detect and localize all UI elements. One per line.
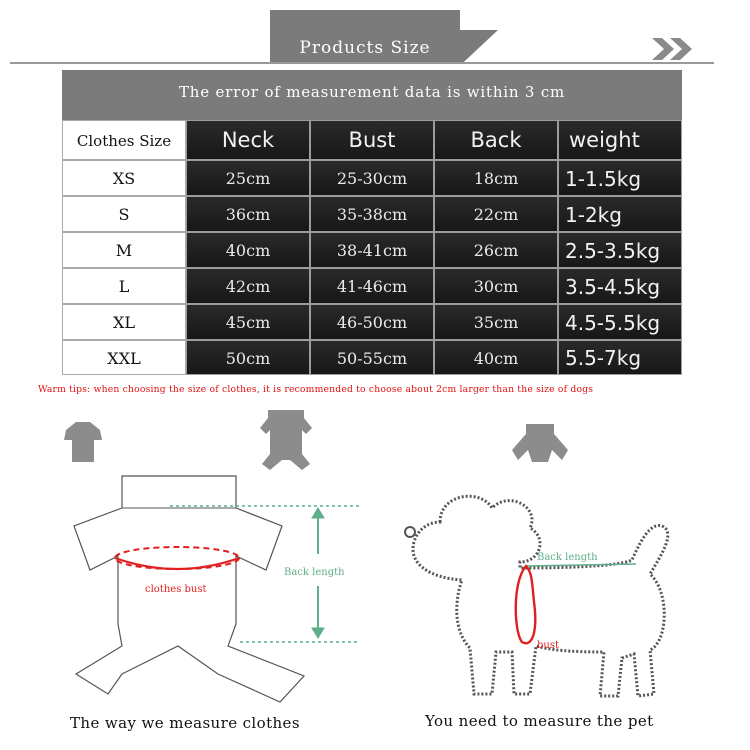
neck-cell: 25cm bbox=[186, 160, 310, 196]
dog-bust-label: bust bbox=[537, 640, 559, 651]
weight-cell: 3.5-4.5kg bbox=[558, 268, 682, 304]
weight-column-header: weight bbox=[558, 120, 682, 160]
weight-cell: 1-2kg bbox=[558, 196, 682, 232]
header-divider bbox=[10, 62, 714, 64]
clothes-bust-label: clothes bust bbox=[145, 584, 207, 595]
size-table bbox=[62, 120, 682, 375]
size-cell: L bbox=[62, 268, 186, 304]
dog-caption: You need to measure the pet bbox=[425, 712, 654, 730]
neck-cell: 40cm bbox=[186, 232, 310, 268]
back-cell: 40cm bbox=[434, 340, 558, 375]
bust-cell: 41-46cm bbox=[310, 268, 434, 304]
weight-cell: 1-1.5kg bbox=[558, 160, 682, 196]
size-cell: XS bbox=[62, 160, 186, 196]
neck-cell: 36cm bbox=[186, 196, 310, 232]
bust-cell: 25-30cm bbox=[310, 160, 434, 196]
back-cell: 35cm bbox=[434, 304, 558, 340]
clothes-measure-diagram bbox=[60, 470, 370, 706]
bust-column-header: Bust bbox=[310, 120, 434, 160]
dog-bust-loop bbox=[516, 566, 536, 643]
size-cell: XL bbox=[62, 304, 186, 340]
neck-column-header: Neck bbox=[186, 120, 310, 160]
dog-coat-top-icon bbox=[508, 420, 572, 466]
shirt-icon bbox=[58, 418, 108, 466]
clothes-back-length-label: Back length bbox=[284, 567, 345, 578]
dog-back-length-line bbox=[526, 564, 636, 566]
back-cell: 22cm bbox=[434, 196, 558, 232]
size-cell: M bbox=[62, 232, 186, 268]
back-column-header: Back bbox=[434, 120, 558, 160]
measurement-error-note: The error of measurement data is within 3 cm bbox=[178, 83, 566, 101]
neck-cell: 42cm bbox=[186, 268, 310, 304]
dog-measure-diagram bbox=[400, 482, 680, 712]
page-title: Products Size bbox=[299, 38, 431, 58]
warm-tip: Warm tips: when choosing the size of clothes, it is recommended to choose about 2cm larger than the size of dogs bbox=[38, 384, 594, 395]
bust-cell: 35-38cm bbox=[310, 196, 434, 232]
bust-cell: 46-50cm bbox=[310, 304, 434, 340]
back-cell: 26cm bbox=[434, 232, 558, 268]
size-cell: S bbox=[62, 196, 186, 232]
back-cell: 18cm bbox=[434, 160, 558, 196]
back-cell: 30cm bbox=[434, 268, 558, 304]
neck-cell: 45cm bbox=[186, 304, 310, 340]
weight-cell: 5.5-7kg bbox=[558, 340, 682, 375]
dog-nose bbox=[405, 527, 415, 537]
dog-back-length-label: Back length bbox=[537, 552, 598, 563]
weight-cell: 4.5-5.5kg bbox=[558, 304, 682, 340]
clothes-caption: The way we measure clothes bbox=[70, 714, 300, 732]
bust-cell: 50-55cm bbox=[310, 340, 434, 375]
dog-coat-front-icon bbox=[258, 404, 314, 472]
dog-outline bbox=[413, 496, 668, 696]
weight-cell: 2.5-3.5kg bbox=[558, 232, 682, 268]
size-cell: XXL bbox=[62, 340, 186, 375]
neck-cell: 50cm bbox=[186, 340, 310, 375]
chevron-double-right-icon bbox=[648, 34, 700, 64]
size-column-header: Clothes Size bbox=[62, 120, 186, 160]
bust-cell: 38-41cm bbox=[310, 232, 434, 268]
